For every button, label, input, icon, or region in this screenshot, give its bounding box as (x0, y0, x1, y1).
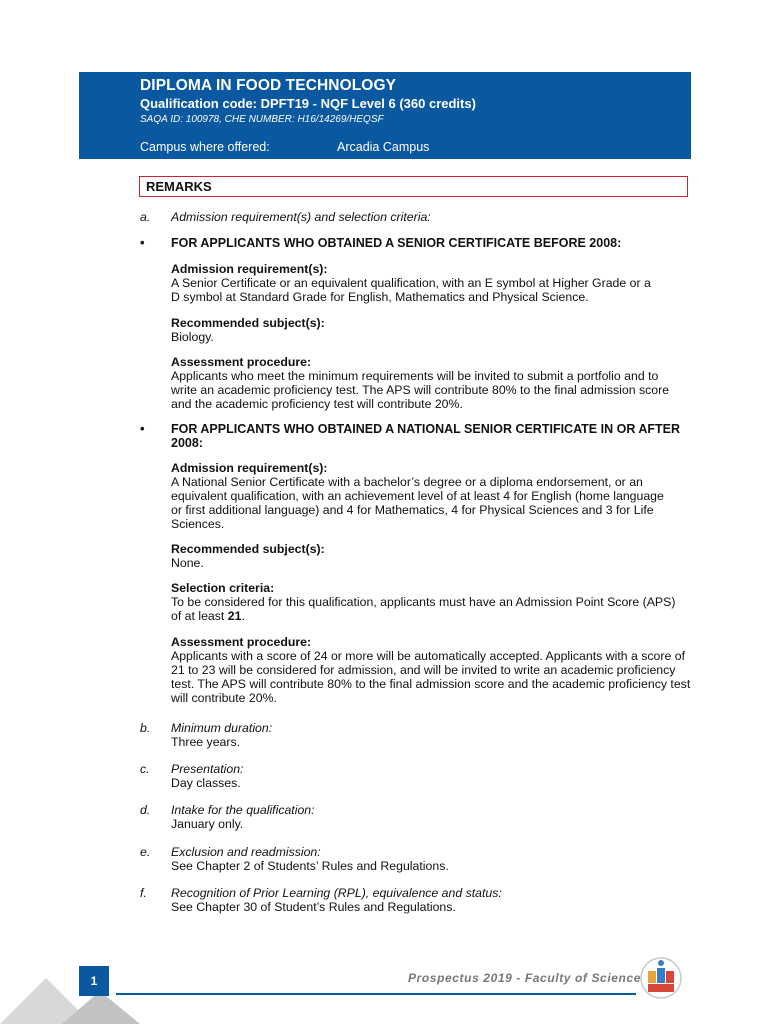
section-heading: FOR APPLICANTS WHO OBTAINED A NATIONAL SENIOR CERTIFICATE IN OR AFTER (171, 422, 681, 436)
university-logo-icon (636, 954, 686, 1000)
item-text: See Chapter 2 of Students’ Rules and Regulations. (171, 859, 449, 873)
paragraph-line: will contribute 20%. (171, 691, 277, 705)
text-fragment: of at least (171, 609, 228, 623)
field-label: Selection criteria: (171, 581, 275, 595)
corner-decoration (0, 969, 140, 1024)
text-fragment: . (241, 609, 245, 623)
paragraph-line: write an academic proficiency test. The APS will contribute 80% to the final admission score (171, 383, 670, 397)
campus-label: Campus where offered: (140, 140, 270, 154)
item-marker: e. (140, 845, 151, 859)
paragraph-line: None. (171, 556, 204, 570)
item-marker: c. (140, 762, 150, 776)
item-heading: Minimum duration: (171, 721, 273, 735)
paragraph-line: D symbol at Standard Grade for English, Mathematics and Physical Science. (171, 290, 589, 304)
footer-title: Prospectus 2019 - Faculty of Science (408, 971, 642, 985)
item-text: Three years. (171, 735, 241, 749)
item-marker: a. (140, 210, 151, 224)
item-heading: Presentation: (171, 762, 244, 776)
qualification-code: Qualification code: DPFT19 - NQF Level 6 (360 credits) (140, 96, 476, 111)
paragraph-line: test. The APS will contribute 80% to the final admission score and the academic proficiency test (171, 677, 691, 691)
paragraph-line: A Senior Certificate or an equivalent qualification, with an E symbol at Higher Grade or a (171, 276, 651, 290)
paragraph-line: Sciences. (171, 517, 225, 531)
paragraph-line (171, 609, 691, 623)
bullet-icon: • (140, 235, 145, 250)
page-number: 1 (79, 966, 109, 996)
min-aps-score: 21 (227, 609, 242, 623)
field-label: Admission requirement(s): (171, 262, 328, 276)
field-label: Assessment procedure: (171, 355, 312, 369)
paragraph-line: A National Senior Certificate with a bachelor’s degree or a diploma endorsement, or an (171, 475, 643, 489)
item-text: Day classes. (171, 776, 241, 790)
item-marker: d. (140, 803, 151, 817)
item-heading: Exclusion and readmission: (171, 845, 321, 859)
remarks-title: REMARKS (146, 179, 212, 194)
paragraph-line: To be considered for this qualification, applicants must have an Admission Point Score (APS) (171, 595, 676, 609)
item-heading: Recognition of Prior Learning (RPL), equivalence and status: (171, 886, 502, 900)
footer-divider (116, 993, 636, 995)
section-heading: 2008: (171, 436, 203, 450)
item-heading: Admission requirement(s) and selection criteria: (171, 210, 431, 224)
paragraph-line: equivalent qualification, with an achievement level of at least 4 for English (home language (171, 489, 664, 503)
campus-value: Arcadia Campus (337, 140, 430, 154)
paragraph-line: Applicants who meet the minimum requirements will be invited to submit a portfolio and to (171, 369, 659, 383)
item-marker: b. (140, 721, 151, 735)
paragraph-line: Biology. (171, 330, 214, 344)
field-label: Admission requirement(s): (171, 461, 328, 475)
item-marker: f. (140, 886, 147, 900)
paragraph-line: 21 to 23 will be considered for admission, and will be invited to write an academic proficiency (171, 663, 676, 677)
field-label: Assessment procedure: (171, 635, 312, 649)
item-text: January only. (171, 817, 244, 831)
bullet-icon: • (140, 421, 145, 436)
qualification-title: DIPLOMA IN FOOD TECHNOLOGY (140, 77, 397, 94)
paragraph-line: or first additional language) and 4 for Mathematics, 4 for Physical Sciences and 3 for Life (171, 503, 654, 517)
item-text: See Chapter 30 of Student’s Rules and Regulations. (171, 900, 456, 914)
field-label: Recommended subject(s): (171, 542, 325, 556)
paragraph-line: and the academic proficiency test will contribute 20%. (171, 397, 463, 411)
paragraph-line: Applicants with a score of 24 or more will be automatically accepted. Applicants with a score of (171, 649, 685, 663)
saqa-id: SAQA ID: 100978, CHE NUMBER: H16/14269/HEQSF (140, 114, 384, 125)
item-heading: Intake for the qualification: (171, 803, 315, 817)
field-label: Recommended subject(s): (171, 316, 325, 330)
section-heading: FOR APPLICANTS WHO OBTAINED A SENIOR CERTIFICATE BEFORE 2008: (171, 236, 622, 250)
